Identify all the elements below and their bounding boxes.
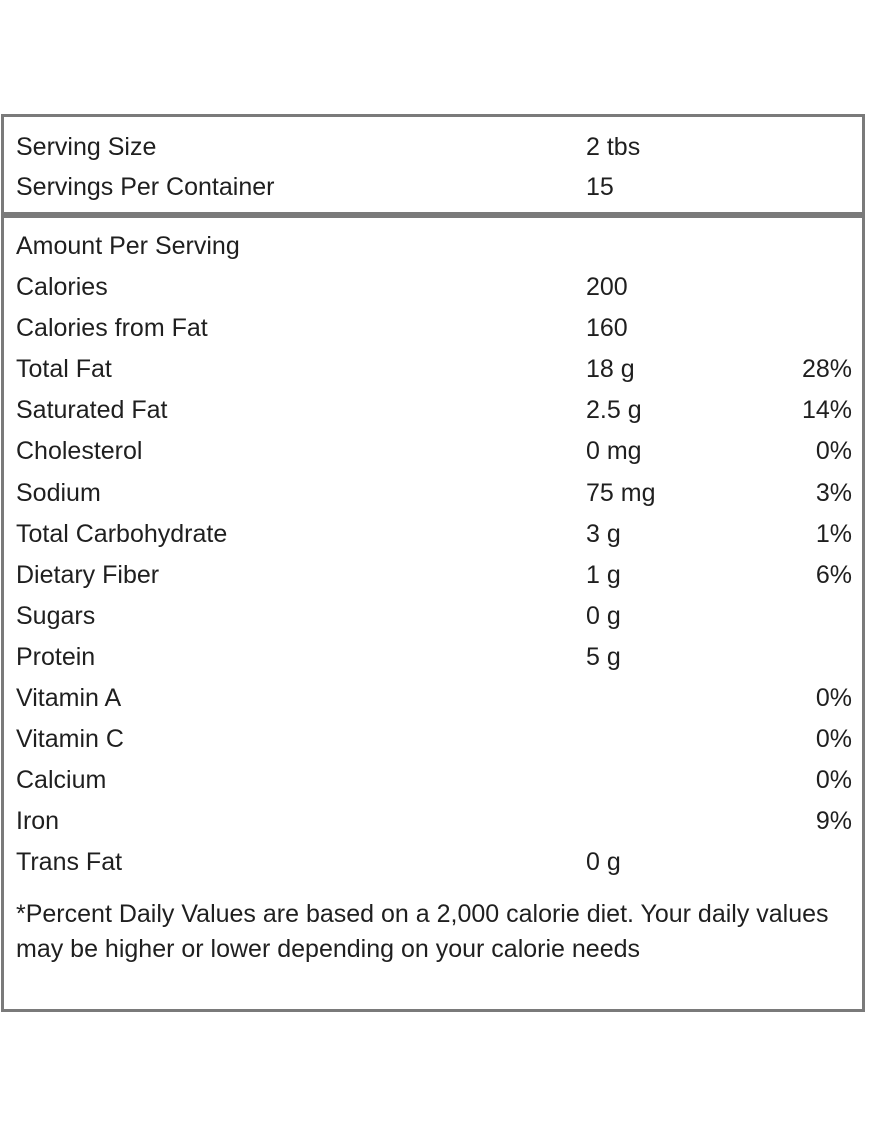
servings-per-container-label: Servings Per Container — [16, 173, 275, 201]
nutrient-name: Saturated Fat — [16, 396, 168, 425]
nutrient-name: Trans Fat — [16, 848, 123, 877]
nutrient-name: Protein — [16, 642, 96, 671]
nutrient-row — [4, 842, 862, 883]
nutrient-name: Vitamin A — [16, 684, 122, 712]
servings-per-container-value: 15 — [586, 173, 614, 201]
nutrient-row — [4, 637, 862, 678]
nutrient-daily-value: 1% — [815, 519, 852, 548]
nutrient-daily-value: 0% — [815, 766, 852, 795]
nutrient-amount: 160 — [586, 314, 628, 343]
nutrient-daily-value: 0% — [815, 684, 852, 712]
nutrient-name: Calories from Fat — [16, 314, 208, 343]
nutrient-amount: 5 g — [586, 642, 621, 671]
nutrient-amount: 18 g — [586, 355, 635, 384]
nutrient-name: Vitamin C — [16, 725, 124, 754]
nutrient-amount: 200 — [586, 273, 628, 301]
nutrient-row — [4, 555, 862, 596]
daily-value-footnote: *Percent Daily Values are based on a 2,000 calorie diet. Your daily values may be higher or lower depending on your calorie needs — [16, 900, 829, 963]
serving-size-value: 2 tbs — [586, 133, 641, 161]
nutrient-daily-value: 28% — [801, 355, 852, 384]
nutrient-row — [4, 349, 862, 390]
nutrient-daily-value: 3% — [815, 478, 852, 507]
nutrient-name: Cholesterol — [16, 437, 143, 466]
serving-size-row — [4, 127, 862, 168]
nutrient-row — [4, 719, 862, 760]
nutrient-name: Iron — [16, 807, 60, 836]
amount-per-serving-row — [4, 226, 862, 267]
nutrient-daily-value: 0% — [815, 725, 852, 754]
nutrient-daily-value: 0% — [815, 437, 852, 466]
nutrient-amount: 0 mg — [586, 437, 642, 466]
nutrient-name: Calcium — [16, 766, 107, 795]
nutrient-name: Sugars — [16, 601, 96, 630]
nutrient-amount: 0 g — [586, 601, 621, 630]
nutrient-row — [4, 308, 862, 349]
nutrient-daily-value: 6% — [815, 560, 852, 589]
nutrient-amount: 3 g — [586, 519, 621, 548]
nutrient-row — [4, 431, 862, 472]
nutrient-amount: 75 mg — [586, 478, 656, 507]
nutrient-row — [4, 760, 862, 801]
serving-info-section — [4, 117, 862, 212]
nutrient-row — [4, 514, 862, 555]
nutrient-amount: 0 g — [586, 848, 621, 877]
nutrient-name: Total Fat — [16, 355, 112, 384]
nutrient-amount: 2.5 g — [586, 396, 642, 425]
nutrient-row — [4, 801, 862, 842]
servings-per-container-row — [4, 167, 862, 208]
nutrient-name: Calories — [16, 273, 108, 301]
nutrient-daily-value: 14% — [801, 396, 852, 425]
nutrient-name: Total Carbohydrate — [16, 519, 228, 548]
nutrition-facts-label — [1, 114, 865, 1012]
amount-per-serving-heading: Amount Per Serving — [16, 232, 240, 260]
nutrient-row — [4, 267, 862, 308]
serving-size-label: Serving Size — [16, 133, 157, 161]
nutrient-row — [4, 390, 862, 431]
section-divider — [4, 212, 862, 218]
nutrient-row — [4, 473, 862, 514]
nutrient-amount: 1 g — [586, 560, 621, 589]
nutrient-row — [4, 678, 862, 719]
nutrient-name: Dietary Fiber — [16, 560, 160, 589]
nutrient-name: Sodium — [16, 478, 101, 507]
nutrient-row — [4, 596, 862, 637]
nutrient-daily-value: 9% — [815, 807, 852, 836]
